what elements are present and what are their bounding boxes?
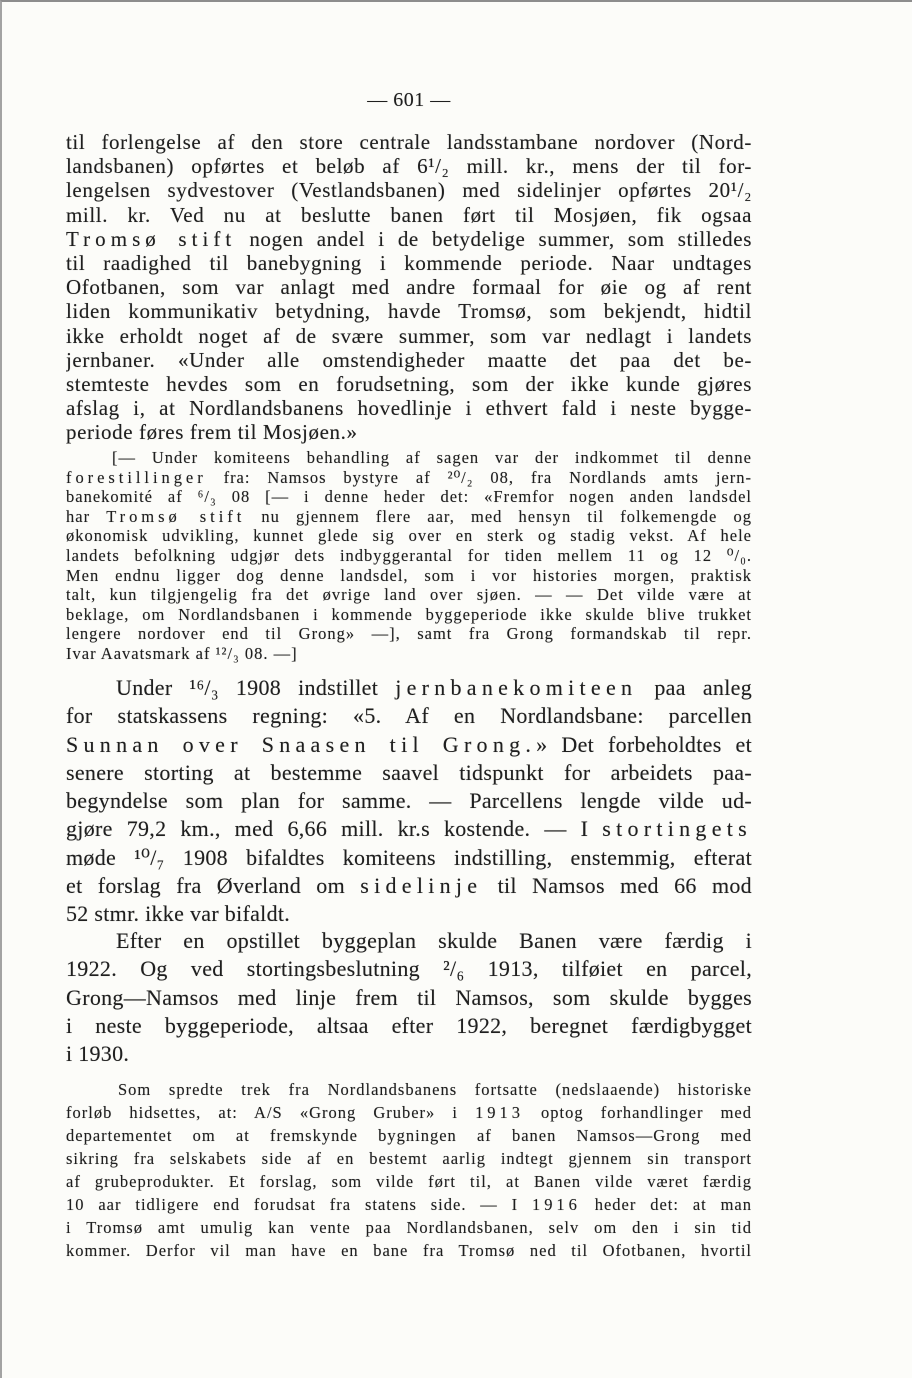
- text-line: [66, 731, 752, 759]
- paragraph-byggeplan: [66, 927, 752, 1068]
- text-line: [66, 275, 752, 299]
- text-run: Grong—Namsos med linje frem til Namsos, som skulde bygges: [66, 984, 752, 1010]
- text-line: [66, 420, 752, 444]
- text-line: [66, 507, 752, 527]
- spaced-emphasis: Tromsø stift: [106, 506, 246, 526]
- text-run: 52 stmr. ikke var bifaldt.: [66, 901, 291, 926]
- text-line: [66, 487, 752, 507]
- text-run: lengere nordover end til Grong» —], samt fra Grong formandskab til repr.: [66, 624, 752, 644]
- text-run: i Tromsø amt umulig kan vente paa Nordlandsbanen, selv om den i sin tid: [66, 1218, 752, 1237]
- text-run: 1922. Og ved stortingsbeslutning ²/₆ 1913, tilføiet en parcel,: [66, 956, 752, 982]
- spaced-emphasis: 1913: [475, 1103, 524, 1122]
- text-line: [66, 624, 752, 644]
- text-run: fra: Namsos bystyre af ²⁰/₂ 08, fra Nordlands amts jern-: [206, 467, 752, 487]
- text-run: heder det: at man: [580, 1195, 752, 1214]
- text-line: [66, 1012, 752, 1040]
- text-run: i 1930.: [66, 1041, 130, 1066]
- text-line: [66, 396, 752, 420]
- text-run: » Det forbeholdtes et: [536, 731, 752, 757]
- spaced-emphasis: jernbanekomiteen: [395, 675, 638, 700]
- text-line: [66, 178, 752, 202]
- text-line: [66, 566, 752, 586]
- text-line: [66, 927, 752, 955]
- text-line: [66, 1147, 752, 1170]
- text-line: [66, 1216, 752, 1239]
- footnote-spredte-trek: [66, 1078, 752, 1262]
- text-line: [66, 787, 752, 815]
- text-line: [66, 1239, 752, 1262]
- text-run: beklage, om Nordlandsbanen i kommende byggeperiode ikke skulde blive trukket: [66, 604, 752, 624]
- text-line: [66, 526, 752, 546]
- spaced-emphasis: 1916: [532, 1195, 581, 1214]
- text-run: departementet om at fremskynde bygningen af banen Namsos—Grong med: [66, 1126, 752, 1145]
- text-line: [66, 372, 752, 396]
- text-run: Ofotbanen, som var anlagt med andre formaal for øie og af rent: [66, 275, 752, 300]
- text-run: et forslag fra Øverland om: [66, 872, 361, 898]
- text-line: [66, 585, 752, 605]
- text-run: kommer. Derfor vil man have en bane fra Tromsø ned til Ofotbanen, hvortil: [66, 1241, 752, 1260]
- text-run: Som spredte trek fra Nordlandsbanens fortsatte (nedslaaende) historiske: [118, 1080, 752, 1099]
- text-run: til forlengelse af den store centrale landsstambane nordover (Nord-: [66, 130, 752, 154]
- text-run: sikring fra selskabets side af en bestemt aarlig indtegt gjennem sin transport: [66, 1149, 752, 1168]
- text-line: [66, 130, 752, 154]
- spaced-emphasis: stortingets: [602, 816, 752, 842]
- spaced-emphasis: Sunnan over Snaasen til Grong.: [66, 731, 537, 757]
- text-run: jernbaner. «Under alle omstendigheder maatte det paa det be-: [66, 347, 752, 372]
- text-run: til Namsos med 66 mod: [482, 872, 752, 898]
- text-run: liden kommunikativ betydning, havde Tromsø, som bekjendt, hidtil: [66, 299, 752, 324]
- text-line: [66, 872, 752, 900]
- text-line: [66, 227, 752, 251]
- text-line: [66, 759, 752, 787]
- text-run: i neste byggeperiode, altsaa efter 1922, beregnet færdigbygget: [66, 1012, 752, 1038]
- text-line: [66, 1193, 752, 1216]
- text-run: stemteste hevdes som en forudsetning, som der ikke kunde gjøres: [66, 371, 752, 396]
- footnote-komiteens-behandling: [66, 448, 752, 664]
- text-run: nogen andel i de betydelige summer, som stilledes: [236, 226, 752, 251]
- paragraph-jernbanekomiteen: [66, 674, 752, 928]
- text-line: [66, 546, 752, 566]
- text-run: optog forhandlinger med: [523, 1103, 752, 1122]
- text-run: mill. kr. Ved nu at beslutte banen ført til Mosjøen, fik ogsaa: [66, 202, 752, 227]
- text-line: [66, 605, 752, 625]
- text-run: paa anleg: [637, 675, 752, 700]
- text-line: [66, 644, 752, 664]
- text-run: lengelsen sydvestover (Vestlandsbanen) med sidelinjer opførtes 20¹/₂: [66, 178, 752, 203]
- text-line: [66, 844, 752, 872]
- spaced-emphasis: forestillinger: [66, 467, 207, 487]
- text-run: Ivar Aavatsmark af ¹²/₃ 08. —]: [66, 643, 298, 663]
- text-line: [66, 1101, 752, 1124]
- text-line: [66, 674, 752, 702]
- text-run: talt, kun tilgjengelig fra det øvrige land over sjøen. — — Det vilde være at: [66, 585, 752, 605]
- text-run: periode føres frem til Mosjøen.»: [66, 420, 358, 445]
- text-run: afslag i, at Nordlandsbanens hovedlinje i ethvert fald i neste bygge-: [66, 396, 752, 421]
- text-line: [66, 448, 752, 468]
- text-line: [66, 702, 752, 730]
- text-line: [66, 299, 752, 323]
- text-run: gjøre 79,2 km., med 6,66 mill. kr.s kostende. — I: [66, 816, 603, 842]
- page-number: — 601 —: [367, 89, 451, 111]
- text-run: nu gjennem flere aar, med hensyn til folkemengde og: [245, 506, 752, 526]
- text-line: [66, 203, 752, 227]
- text-line: [66, 468, 752, 488]
- spaced-emphasis: sidelinje: [360, 872, 483, 898]
- text-line: [66, 324, 752, 348]
- text-run: banekomité af ⁶/₃ 08 [— i denne heder det: «Fremfor nogen anden landsdel: [66, 487, 752, 507]
- text-run: forløb hidsettes, at: A/S «Grong Gruber» i: [66, 1103, 476, 1122]
- text-run: [— Under komiteens behandling af sagen var der indkommet til denne: [112, 448, 752, 467]
- text-line: [66, 154, 752, 178]
- text-run: senere storting at bestemme saavel tidspunkt for arbeidets paa-: [66, 759, 752, 785]
- text-run: landets befolkning udgjør dets indbyggerantal for tiden mellem 11 og 12 ⁰/₀.: [66, 545, 752, 565]
- text-run: har: [66, 506, 107, 526]
- text-run: Efter en opstillet byggeplan skulde Banen være færdig i: [116, 928, 752, 953]
- text-run: Under ¹⁶/₃ 1908 indstillet: [116, 675, 396, 700]
- text-run: begyndelse som plan for samme. — Parcellens lengde vilde ud-: [66, 788, 752, 813]
- text-line: [66, 1040, 752, 1068]
- text-run: 10 aar tidligere end forudsat fra statens side. — I: [66, 1195, 533, 1214]
- text-line: [66, 1124, 752, 1147]
- text-run: til raadighed til banebygning i kommende periode. Naar undtages: [66, 250, 752, 275]
- text-run: landsbanen) opførtes et beløb af 6¹/₂ mill. kr., mens der til for-: [66, 154, 752, 179]
- text-run: af grubeprodukter. Et forslag, som vilde ført til, at Banen vilde været færdig: [66, 1172, 752, 1191]
- text-run: Men endnu ligger dog denne landsdel, som i vor histories morgen, praktisk: [66, 565, 752, 585]
- text-run: økonomisk udvikling, kunnet glede sig over en sterk og stadig vekst. Af hele: [66, 526, 752, 546]
- text-run: møde ¹⁰/₇ 1908 bifaldtes komiteens indstilling, enstemmig, efterat: [66, 844, 752, 870]
- text-line: [66, 348, 752, 372]
- text-run: ikke erholdt noget af de svære summer, som var nedlagt i landets: [66, 323, 752, 348]
- paragraph-landsstambane: [66, 130, 752, 444]
- spaced-emphasis: Tromsø stift: [66, 226, 237, 251]
- text-line: [66, 900, 752, 928]
- text-run: for statskassens regning: «5. Af en Nordlandsbane: parcellen: [66, 703, 752, 729]
- text-line: [66, 251, 752, 275]
- text-line: [66, 815, 752, 843]
- text-line: [66, 955, 752, 983]
- text-line: [66, 984, 752, 1012]
- text-line: [66, 1170, 752, 1193]
- text-line: [66, 1078, 752, 1101]
